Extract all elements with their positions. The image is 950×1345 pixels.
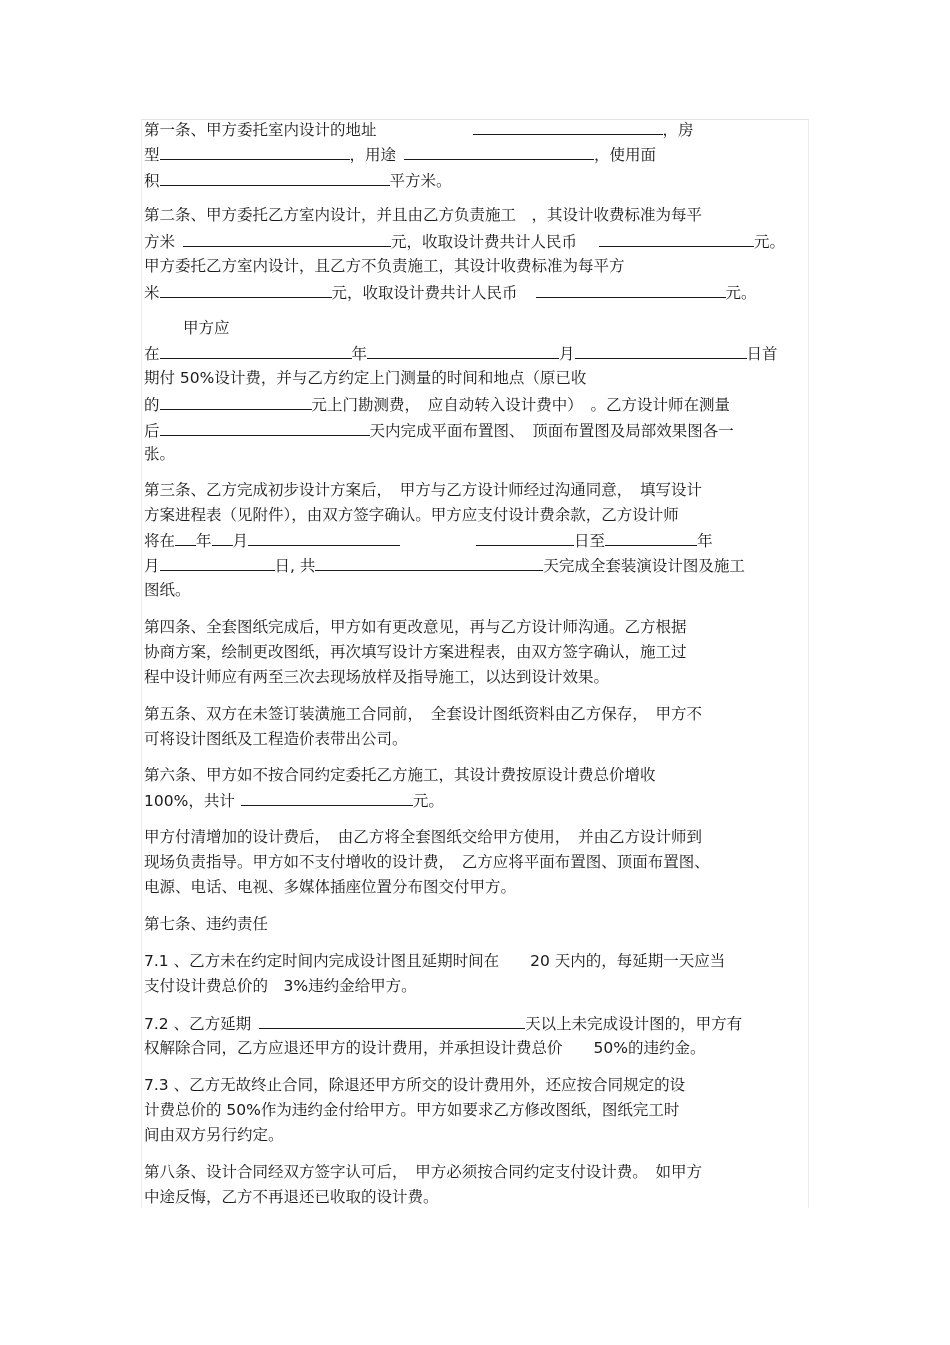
end-year-blank [605, 531, 697, 546]
article-2-text: 元上门勘测费， 应自动转入设计费中） 。乙方设计师在测量 [311, 396, 731, 414]
article-2-para-line-3 [144, 395, 730, 413]
increased-fee-blank [241, 791, 413, 806]
article-2-text: 方米 [144, 233, 176, 251]
article-7-title: 第七条、违约责任 [144, 915, 269, 933]
article-6-line-2 [144, 791, 444, 809]
unit-price-blank-2 [160, 283, 332, 298]
article-2-text: 月 [559, 345, 575, 363]
usage-blank [404, 145, 594, 160]
days-blank [160, 421, 370, 436]
article-3-text: 年 [196, 532, 212, 550]
article-1-text: 型 [144, 146, 160, 164]
start-month-blank [212, 531, 233, 546]
unit-price-blank [183, 232, 391, 247]
area-blank [160, 171, 390, 186]
room-type-blank [160, 145, 350, 160]
article-3-text: 月 [232, 532, 249, 550]
total-days-blank [315, 556, 543, 571]
total-fee-blank-2 [536, 283, 726, 298]
article-8-line-2: 中途反悔，乙方不再退还已收取的设计费。 [144, 1188, 439, 1206]
article-3-line-2: 方案进程表（见附件），由双方签字确认。甲方应支付设计费余款，乙方设计师 [144, 506, 679, 524]
article-3-line-1: 第三条、乙方完成初步设计方案后， 甲方与乙方设计师经过沟通同意， 填写设计 [144, 481, 703, 499]
article-2-para-line-2: 期付 50%设计费，并与乙方约定上门测量的时间和地点（原已收 [144, 369, 587, 387]
clause-7-2-line-1 [144, 1014, 742, 1032]
article-4-line-3: 程中设计师应有两至三次去现场放样及指导施工，以达到设计效果。 [144, 668, 610, 686]
article-2-text: 后 [144, 422, 160, 440]
article-2-text: 天内完成平面布置图、 顶面布置图及局部效果图各一 [369, 422, 734, 440]
gap-blank [476, 531, 574, 546]
article-2-text: 元。 [754, 233, 786, 251]
start-day-blank [248, 531, 400, 546]
day-blank [575, 344, 747, 359]
clause-7-1-line-2: 支付设计费总价的 3%违约金给甲方。 [144, 977, 417, 995]
article-1-text: 积 [144, 172, 160, 190]
article-2-text: 元，收取设计费共计人民币 [391, 233, 578, 251]
article-8-line-1: 第八条、设计合同经双方签字认可后， 甲方必须按合同约定支付设计费。 如甲方 [144, 1163, 703, 1181]
article-2-text: 米 [144, 284, 160, 302]
article-4-line-1: 第四条、全套图纸完成后，甲方如有更改意见，再与乙方设计师沟通。乙方根据 [144, 618, 687, 636]
article-6-text: 元。 [412, 792, 444, 810]
article-2-line-1: 第二条、甲方委托乙方室内设计，并且由乙方负责施工 ，其设计收费标准为每平 [144, 206, 703, 224]
article-1-line-3 [144, 171, 452, 189]
end-month-blank [160, 556, 275, 571]
article-2-text: 元。 [725, 284, 757, 302]
survey-fee-blank [160, 395, 312, 410]
article-5-line-1: 第五条、双方在未签订装潢施工合同前， 全套设计图纸资料由乙方保存， 甲方不 [144, 705, 703, 723]
start-year-blank [175, 531, 196, 546]
article-6-para-line-1: 甲方付清增加的设计费后， 由乙方将全套图纸交给甲方使用， 并由乙方设计师到 [144, 828, 703, 846]
address-blank [473, 120, 663, 135]
article-2-para-line-1 [144, 344, 778, 362]
article-2-para-line-5: 张。 [144, 445, 176, 463]
article-6-para-line-2: 现场负责指导。甲方如不支付增收的设计费， 乙方应将平面布置图、顶面布置图、 [144, 853, 710, 871]
article-2-line-4 [144, 283, 757, 301]
article-1-text: 第一条、甲方委托室内设计的地址 [144, 121, 377, 139]
year-blank [160, 344, 352, 359]
article-3-text: 天完成全套装演设计图及施工 [543, 557, 745, 575]
article-6-text: 100%，共计 [144, 792, 235, 810]
article-1-text: ，用途 [349, 146, 397, 164]
article-2-line-3: 甲方委托乙方室内设计，且乙方不负责施工，其设计收费标准为每平方 [144, 257, 625, 275]
article-6-para-line-3: 电源、电话、电视、多媒体插座位置分布图交付甲方。 [144, 878, 517, 896]
article-1-line-2 [144, 145, 656, 163]
article-3-text: 日, 共 [274, 557, 316, 575]
article-2-text: 年 [351, 345, 368, 363]
article-3-text: 日至 [574, 532, 606, 550]
article-4-line-2: 协商方案，绘制更改图纸，再次填写设计方案进程表，由双方签字确认，施工过 [144, 643, 687, 661]
clause-7-3-line-1: 7.3 、乙方无故终止合同，除退还甲方所交的设计费用外，还应按合同规定的设 [144, 1076, 686, 1094]
article-3-line-5: 图纸。 [144, 581, 191, 599]
article-1-text: ，房 [662, 121, 694, 139]
article-5-line-2: 可将设计图纸及工程造价表带出公司。 [144, 730, 408, 748]
clause-7-2-text: 7.2 、乙方延期 [144, 1015, 252, 1033]
article-1-text: ，使用面 [594, 146, 657, 164]
article-3-line-3 [144, 531, 713, 549]
article-2-line-2 [144, 232, 785, 250]
article-1-line-1 [144, 120, 694, 138]
clause-7-2-line-2: 权解除合同，乙方应退还甲方的设计费用，并承担设计费总价 50%的违约金。 [144, 1039, 706, 1057]
article-3-text: 月 [144, 557, 160, 575]
total-fee-blank [599, 232, 754, 247]
article-6-line-1: 第六条、甲方如不按合同约定委托乙方施工，其设计费按原设计费总价增收 [144, 766, 656, 784]
clause-7-3-line-2: 计费总价的 50%作为违约金付给甲方。甲方如要求乙方修改图纸，图纸完工时 [144, 1101, 680, 1119]
clause-7-3-line-3: 间由双方另行约定。 [144, 1126, 284, 1144]
article-2-text: 的 [144, 396, 160, 414]
article-3-line-4 [144, 556, 745, 574]
delay-days-blank [259, 1014, 525, 1029]
article-3-text: 年 [697, 532, 713, 550]
article-1-text: 平方米。 [389, 172, 452, 190]
article-2-text: 在 [144, 345, 160, 363]
clause-7-1-line-1: 7.1 、乙方未在约定时间内完成设计图且延期时间在 20 天内的，每延期一天应当 [144, 952, 726, 970]
clause-7-2-text: 天以上未完成设计图的，甲方有 [525, 1015, 743, 1033]
article-2-para-indent: 甲方应 [183, 319, 230, 337]
article-2-text: 元，收取设计费共计人民币 [331, 284, 518, 302]
article-2-para-line-4 [144, 421, 734, 439]
article-3-text: 将在 [144, 532, 176, 550]
month-blank [367, 344, 559, 359]
article-2-text: 日首 [746, 345, 778, 363]
